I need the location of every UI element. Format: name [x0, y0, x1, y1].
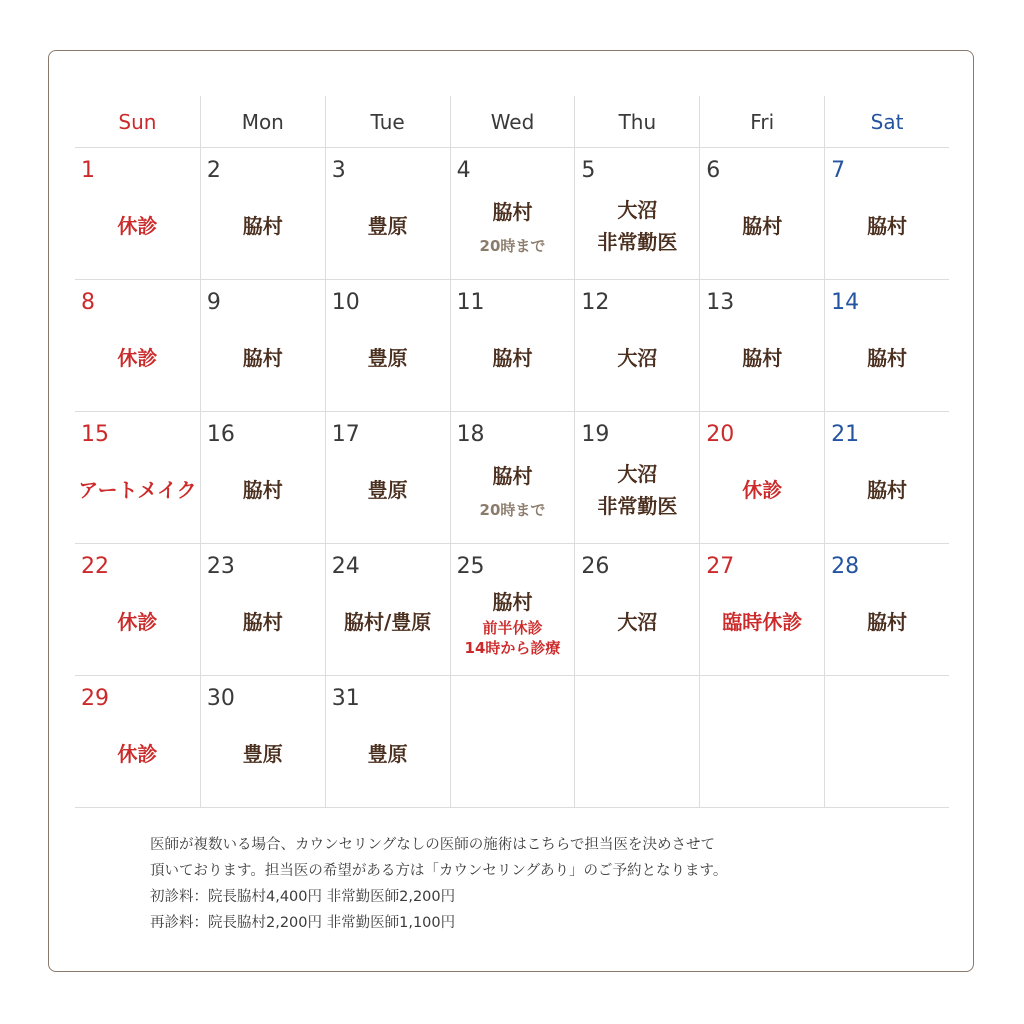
day-cell — [450, 412, 575, 544]
day-cell — [325, 280, 450, 412]
day-cell — [699, 676, 824, 808]
day-content — [451, 180, 575, 272]
day-content — [825, 576, 949, 668]
doctor-name: 脇村 — [492, 200, 533, 224]
weekday-header-fri: Fri — [699, 96, 824, 148]
closed-label: 臨時休診 — [722, 610, 803, 634]
doctor-name: 大沼 非常勤医 — [597, 198, 678, 254]
doctor-name: 脇村 — [867, 346, 908, 370]
day-cell — [699, 544, 824, 676]
day-number: 18 — [456, 422, 485, 447]
day-number: 10 — [331, 290, 360, 315]
hours-note: 20時まで — [479, 237, 546, 255]
weekday-header-wed: Wed — [450, 96, 575, 148]
day-cell — [325, 676, 450, 808]
doctor-name: 豊原 — [367, 478, 408, 502]
day-content — [825, 708, 949, 800]
day-cell — [574, 280, 699, 412]
doctor-name: 脇村 — [492, 346, 533, 370]
day-number: 30 — [206, 686, 235, 711]
doctor-name: 脇村 — [742, 214, 783, 238]
day-cell — [200, 280, 325, 412]
day-content — [326, 312, 450, 404]
day-cell — [699, 280, 824, 412]
day-cell — [325, 544, 450, 676]
day-content — [326, 708, 450, 800]
day-number: 4 — [456, 158, 471, 183]
day-cell — [75, 676, 200, 808]
footer-line-4: 再診料：院長脇村2,200円 非常勤医師1,100円 — [150, 915, 456, 931]
closed-label: 休診 — [117, 610, 158, 634]
day-cell — [450, 676, 575, 808]
closed-label: 休診 — [117, 742, 158, 766]
day-cell — [574, 412, 699, 544]
day-number: 11 — [456, 290, 485, 315]
day-cell — [200, 412, 325, 544]
day-content — [451, 444, 575, 536]
day-cell — [824, 544, 949, 676]
day-content — [201, 708, 325, 800]
day-content — [75, 444, 200, 536]
day-cell — [824, 280, 949, 412]
day-content — [700, 180, 824, 272]
weekday-header-tue: Tue — [325, 96, 450, 148]
day-content — [700, 576, 824, 668]
doctor-name: 脇村 — [242, 214, 283, 238]
day-cell — [574, 148, 699, 280]
day-number: 13 — [706, 290, 735, 315]
day-number: 29 — [81, 686, 109, 711]
day-number: 17 — [331, 422, 360, 447]
day-number: 22 — [81, 554, 109, 579]
day-number: 6 — [706, 158, 721, 183]
closed-label: アートメイク — [78, 478, 197, 502]
day-cell — [200, 676, 325, 808]
day-number: 14 — [831, 290, 860, 315]
day-content — [700, 708, 824, 800]
day-number: 20 — [706, 422, 735, 447]
day-cell — [75, 544, 200, 676]
footer-line-3: 初診料：院長脇村4,400円 非常勤医師2,200円 — [150, 889, 456, 905]
day-content — [700, 312, 824, 404]
day-number: 8 — [81, 290, 95, 315]
doctor-name: 豊原 — [242, 742, 283, 766]
day-content — [75, 312, 200, 404]
day-content — [326, 576, 450, 668]
schedule-note: 前半休診 14時から診療 — [464, 619, 561, 657]
day-number: 5 — [581, 158, 596, 183]
doctor-name: 脇村 — [867, 610, 908, 634]
day-content — [201, 312, 325, 404]
day-content — [825, 444, 949, 536]
day-content — [326, 444, 450, 536]
weekday-header-sun: Sun — [75, 96, 200, 148]
day-cell — [450, 544, 575, 676]
day-content — [700, 444, 824, 536]
doctor-name: 大沼 — [617, 346, 658, 370]
footer-notes — [150, 832, 910, 936]
day-content — [75, 708, 200, 800]
doctor-name: 豊原 — [367, 346, 408, 370]
footer-line-1: 医師が複数いる場合、カウンセリングなしの医師の施術はこちらで担当医を決めさせて — [150, 837, 716, 853]
hours-note: 20時まで — [479, 501, 546, 519]
day-content — [575, 312, 699, 404]
day-cell — [450, 148, 575, 280]
day-content — [451, 312, 575, 404]
day-content — [575, 576, 699, 668]
day-cell — [75, 148, 200, 280]
day-cell — [824, 148, 949, 280]
doctor-name: 豊原 — [367, 742, 408, 766]
day-content — [575, 180, 699, 272]
day-number: 25 — [456, 554, 485, 579]
day-cell — [325, 412, 450, 544]
doctor-name: 脇村/豊原 — [343, 610, 432, 634]
day-number: 9 — [206, 290, 221, 315]
doctor-name: 大沼 — [617, 610, 658, 634]
day-number: 3 — [331, 158, 346, 183]
day-content — [201, 444, 325, 536]
day-cell — [824, 676, 949, 808]
day-number: 1 — [81, 158, 95, 183]
weekday-header-thu: Thu — [574, 96, 699, 148]
day-number: 12 — [581, 290, 610, 315]
doctor-name: 脇村 — [742, 346, 783, 370]
doctor-name: 脇村 — [242, 610, 283, 634]
day-number: 21 — [831, 422, 860, 447]
doctor-name: 脇村 — [492, 464, 533, 488]
day-cell — [699, 412, 824, 544]
doctor-name: 脇村 — [867, 214, 908, 238]
day-number: 31 — [331, 686, 360, 711]
day-cell — [450, 280, 575, 412]
day-content — [75, 576, 200, 668]
day-content — [201, 576, 325, 668]
day-content — [825, 312, 949, 404]
day-cell — [824, 412, 949, 544]
day-content — [825, 180, 949, 272]
day-content — [575, 444, 699, 536]
day-content — [326, 180, 450, 272]
day-content — [575, 708, 699, 800]
doctor-name: 脇村 — [242, 478, 283, 502]
day-number: 19 — [581, 422, 610, 447]
day-number: 27 — [706, 554, 735, 579]
footer-line-2: 頂いております。担当医の希望がある方は「カウンセリングあり」のご予約となります。 — [150, 863, 728, 879]
day-cell — [200, 148, 325, 280]
doctor-name: 脇村 — [867, 478, 908, 502]
day-number: 23 — [206, 554, 235, 579]
weekday-header-mon: Mon — [200, 96, 325, 148]
doctor-name: 大沼 非常勤医 — [597, 462, 678, 518]
day-cell — [699, 148, 824, 280]
closed-label: 休診 — [117, 346, 158, 370]
day-number: 2 — [206, 158, 221, 183]
day-number: 28 — [831, 554, 860, 579]
day-cell — [75, 280, 200, 412]
day-cell — [574, 544, 699, 676]
day-number: 16 — [206, 422, 235, 447]
day-number: 24 — [331, 554, 360, 579]
day-content — [451, 576, 575, 668]
day-content — [201, 180, 325, 272]
doctor-name: 豊原 — [367, 214, 408, 238]
day-number: 7 — [831, 158, 846, 183]
closed-label: 休診 — [742, 478, 783, 502]
day-cell — [200, 544, 325, 676]
day-cell — [75, 412, 200, 544]
day-number: 26 — [581, 554, 610, 579]
day-content — [451, 708, 575, 800]
day-cell — [574, 676, 699, 808]
closed-label: 休診 — [117, 214, 158, 238]
day-cell — [325, 148, 450, 280]
doctor-name: 脇村 — [242, 346, 283, 370]
calendar-grid — [75, 96, 949, 808]
doctor-name: 脇村 — [492, 590, 533, 614]
day-number: 15 — [81, 422, 109, 447]
day-content — [75, 180, 200, 272]
weekday-header-sat: Sat — [824, 96, 949, 148]
